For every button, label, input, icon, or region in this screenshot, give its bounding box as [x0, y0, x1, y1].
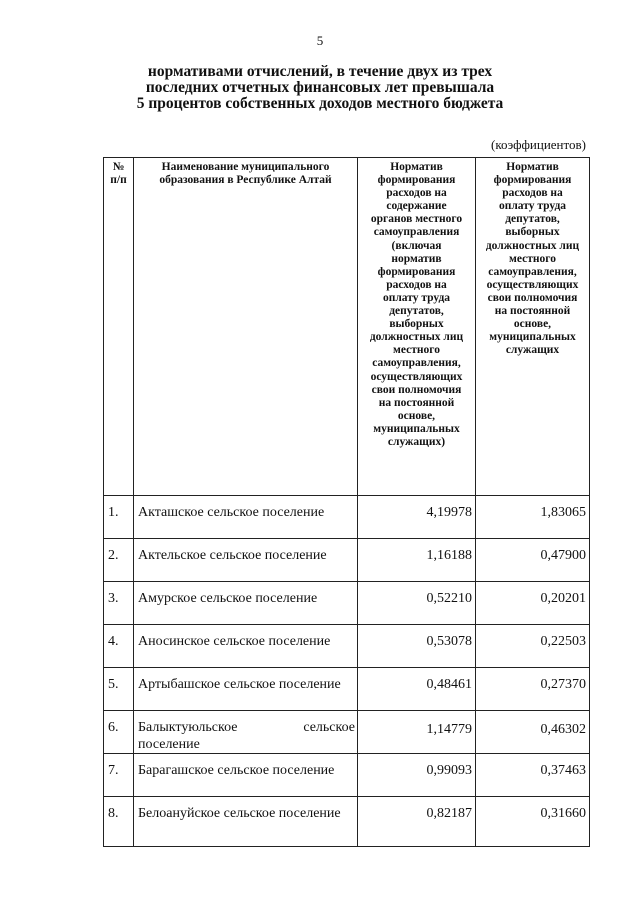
header-line: муниципальных — [373, 422, 460, 435]
header-municipality-name — [134, 158, 358, 496]
municipality-name — [134, 711, 358, 754]
row-number: 8. — [104, 797, 134, 847]
header-line: Наименование муниципального — [161, 161, 330, 173]
header-line: самоуправления — [373, 226, 460, 239]
header-line: выборных — [505, 226, 560, 239]
document-heading — [0, 64, 640, 112]
header-line: свои полномочия — [487, 291, 578, 304]
norm-maintenance-value: 0,99093 — [358, 754, 476, 797]
name-word: Балыктуюльское — [138, 720, 238, 735]
table-row — [104, 496, 590, 539]
header-line: депутатов, — [389, 305, 444, 318]
table-row — [104, 797, 590, 847]
header-line: формирования — [377, 265, 456, 278]
header-line: оплату труда — [382, 291, 451, 304]
row-number: 5. — [104, 668, 134, 711]
table-row — [104, 754, 590, 797]
norm-salary-value: 0,47900 — [476, 539, 590, 582]
norm-salary-value: 0,27370 — [476, 668, 590, 711]
norm-salary-value: 0,20201 — [476, 582, 590, 625]
row-number: 2. — [104, 539, 134, 582]
header-line: местного — [393, 344, 440, 357]
header-line: свои полномочия — [371, 383, 462, 396]
row-number: 7. — [104, 754, 134, 797]
table-row — [104, 539, 590, 582]
header-line: самоуправления, — [372, 357, 461, 370]
header-line: (включая — [391, 239, 442, 252]
table-row — [104, 625, 590, 668]
header-line: должностных лиц — [485, 239, 580, 252]
units-note: (коэффициентов) — [491, 137, 586, 152]
header-line: расходов на — [386, 187, 447, 200]
norm-maintenance-value: 4,19978 — [358, 496, 476, 539]
header-line: осуществляющих — [486, 278, 579, 291]
municipality-name: Барагашское сельское поселение — [134, 754, 358, 797]
municipality-name: Аносинское сельское поселение — [134, 625, 358, 668]
municipality-name: Амурское сельское поселение — [134, 582, 358, 625]
norm-salary-value: 0,37463 — [476, 754, 590, 797]
norm-maintenance-value: 0,82187 — [358, 797, 476, 847]
table-row — [104, 582, 590, 625]
norm-salary-value: 0,31660 — [476, 797, 590, 847]
header-line: формирования — [377, 174, 456, 187]
header-line: формирования — [493, 174, 572, 187]
header-line: основе, — [513, 318, 552, 331]
header-line: содержание — [386, 200, 447, 213]
header-norm-salary — [476, 158, 590, 496]
header-line: п/п — [110, 174, 127, 187]
header-line: образования в Республике Алтай — [159, 174, 332, 187]
row-number: 1. — [104, 496, 134, 539]
header-number — [104, 158, 134, 496]
table-row — [104, 668, 590, 711]
header-line: органов местного — [370, 213, 463, 226]
header-line: на постоянной — [494, 305, 571, 318]
norm-maintenance-value: 1,16188 — [358, 539, 476, 582]
header-line: основе, — [397, 409, 436, 422]
norm-salary-value: 1,83065 — [476, 496, 590, 539]
header-line: расходов на — [502, 187, 563, 200]
header-line: норматив — [391, 252, 442, 265]
row-number: 3. — [104, 582, 134, 625]
header-line: самоуправления, — [488, 265, 577, 278]
municipality-name: Белоануйское сельское поселение — [134, 797, 358, 847]
header-line: осуществляющих — [370, 370, 463, 383]
name-line: поселение — [138, 737, 200, 752]
row-number: 4. — [104, 625, 134, 668]
heading-line: нормативами отчислений, в течение двух из трех — [147, 63, 493, 80]
header-line: № — [112, 161, 125, 173]
header-line: служащих) — [387, 435, 446, 448]
header-line: депутатов, — [505, 213, 560, 226]
header-line: расходов на — [386, 278, 447, 291]
table-row — [104, 711, 590, 754]
municipality-name: Актельское сельское поселение — [134, 539, 358, 582]
header-norm-maintenance — [358, 158, 476, 496]
header-line: должностных лиц — [369, 331, 464, 344]
row-number: 6. — [104, 711, 134, 754]
norm-maintenance-value: 0,53078 — [358, 625, 476, 668]
header-line: на постоянной — [378, 396, 455, 409]
norm-maintenance-value: 0,48461 — [358, 668, 476, 711]
norms-table — [103, 157, 590, 847]
header-line: служащих — [505, 344, 560, 357]
municipality-name: Акташское сельское поселение — [134, 496, 358, 539]
norm-maintenance-value: 0,52210 — [358, 582, 476, 625]
header-line: оплату труда — [498, 200, 567, 213]
page-number: 5 — [316, 33, 324, 48]
heading-line: 5 процентов собственных доходов местного бюджета — [136, 95, 504, 112]
header-line: Норматив — [506, 161, 559, 173]
heading-line: последних отчетных финансовых лет превышала — [145, 79, 495, 96]
header-line: Норматив — [390, 161, 443, 173]
norm-salary-value: 0,22503 — [476, 625, 590, 668]
header-line: выборных — [389, 318, 444, 331]
municipality-name: Артыбашское сельское поселение — [134, 668, 358, 711]
name-word: сельское — [303, 720, 355, 735]
norm-maintenance-value: 1,14779 — [358, 711, 476, 754]
header-line: муниципальных — [489, 331, 576, 344]
norm-salary-value: 0,46302 — [476, 711, 590, 754]
table-header-row — [104, 158, 590, 496]
header-line: местного — [509, 252, 556, 265]
